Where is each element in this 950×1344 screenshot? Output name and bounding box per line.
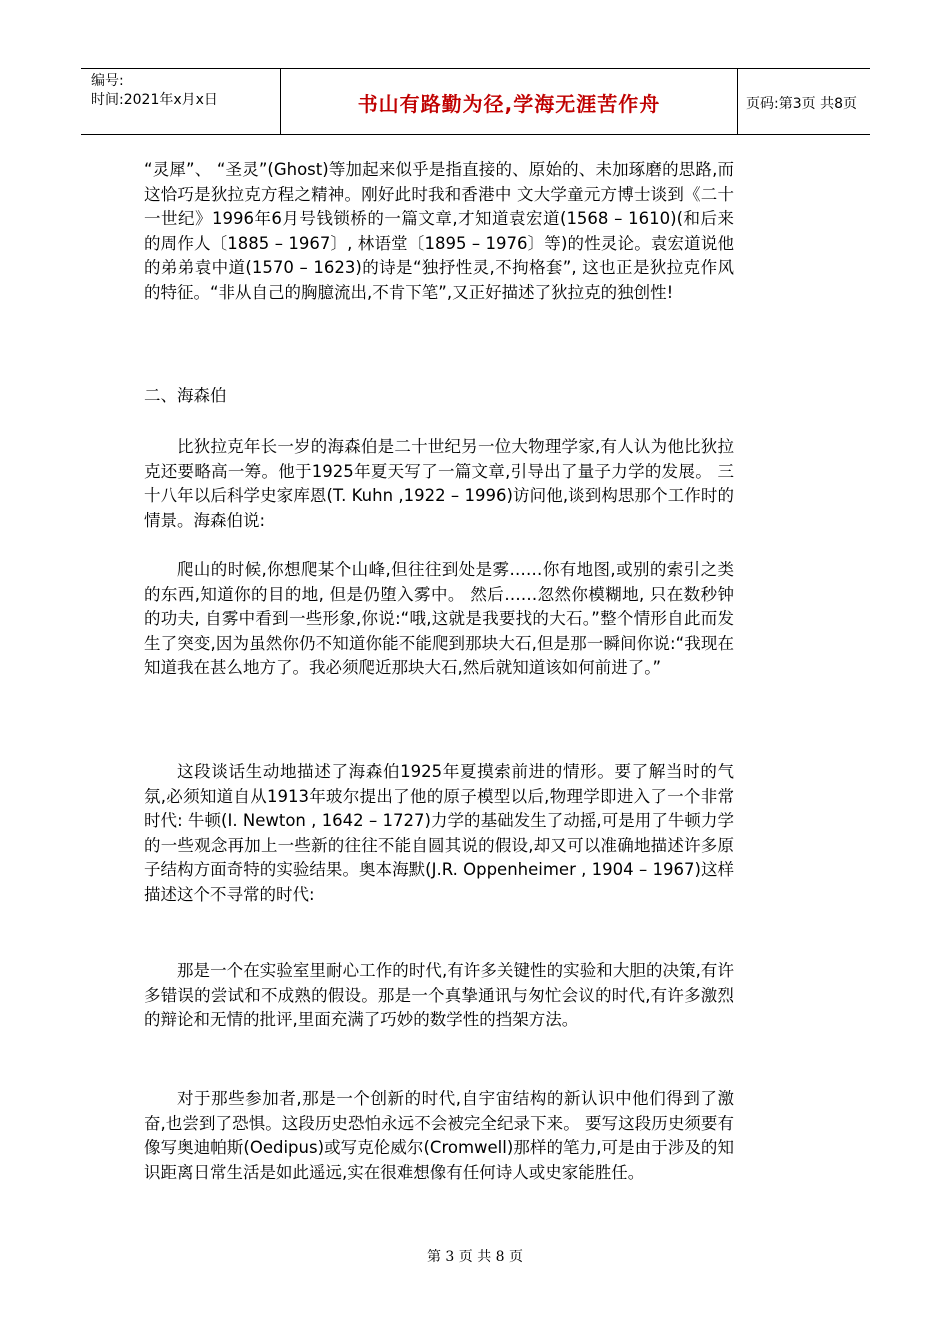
paragraph-6: 对于那些参加者,那是一个创新的时代,自宇宙结构的新认识中他们得到了激奋,也尝到了恐惧。这段历史恐怕永远不会被完全纪录下来。 要写这段历史须要有像写奥迪帕斯(Oedipus)或写克伦威尔(Cromwell)那样的笔力,可是由于涉及的知识距离日常生活是如此遥远,实在很难想像有任何诗人或史家能胜任。 [144, 1089, 734, 1182]
paragraph-5: 那是一个在实验室里耐心工作的时代,有许多关键性的实验和大胆的决策,有许多错误的尝试和不成熟的假设。那是一个真挚通讯与匆忙会议的时代,有许多激烈的辩论和无情的批评,里面充满了巧妙的数学性的挡架方法。 [144, 961, 734, 1029]
header-page-info: 页码:第3页 共8页 [746, 96, 857, 112]
page-footer: 第 3 页 共 8 页 [426, 1249, 524, 1265]
paragraph-4: 这段谈话生动地描述了海森伯1925年夏摸索前进的情形。要了解当时的气氛,必须知道自从1913年玻尔提出了他的原子模型以后,物理学即进入了一个非常时代: 牛顿(I. Newton , 1642 – 1727)力学的基础发生了动摇,可是用了牛顿力学的一些观念再加上一些新的往往不能自圆其说的假设,却又可以准确地描述许多原子结构方面奇特的实验结果。奥本海默(J.R. Oppenheimer , 1904 – 1967)这样描述这个不寻常的时代: [144, 762, 734, 904]
section-heading: 二、海森伯 [144, 386, 227, 405]
doc-number-label: 编号: [91, 73, 124, 89]
header-motto: 书山有路勤为径,学海无涯苦作舟 [357, 92, 661, 116]
doc-date-label: 时间:2021年x月x日 [91, 92, 218, 108]
paragraph-2: 比狄拉克年长一岁的海森伯是二十世纪另一位大物理学家,有人认为他比狄拉克还要略高一筹。他于1925年夏天写了一篇文章,引导出了量子力学的发展。 三十八年以后科学史家库恩(T. Kuhn ,1922 – 1996)访问他,谈到构思那个工作时的情景。海森伯说: [144, 437, 734, 530]
header-page-cell [738, 69, 870, 134]
header-meta-cell [81, 69, 281, 134]
paragraph-1: “灵犀”、 “圣灵”(Ghost)等加起来似乎是指直接的、原始的、未加琢磨的思路,而这恰巧是狄拉克方程之精神。刚好此时我和香港中 文大学童元方博士谈到《二十一世纪》1996年6月号钱锁桥的一篇文章,才知道袁宏道(1568 – 1610)(和后来的周作人〔1885 – 1967〕, 林语堂〔1895 – 1976〕等)的性灵论。袁宏道说他的弟弟袁中道(1570 – 1623)的诗是“独抒性灵,不拘格套”, 这也正是狄拉克作风的特征。“非从自己的胸臆流出,不肯下笔”,又正好描述了狄拉克的独创性! [144, 160, 734, 302]
header-motto-cell [281, 69, 738, 134]
paragraph-3: 爬山的时候,你想爬某个山峰,但往往到处是雾……你有地图,或别的索引之类的东西,知道你的目的地, 但是仍堕入雾中。 然后……忽然你模糊地, 只在数秒钟的功夫, 自雾中看到一些形象,你说:“哦,这就是我要找的大石。”整个情形自此而发生了突变,因为虽然你仍不知道你能不能爬到那块大石,但是那一瞬间你说:“我现在知道我在甚么地方了。我必须爬近那块大石,然后就知道该如何前进了。” [144, 560, 734, 677]
page-header [81, 68, 870, 135]
